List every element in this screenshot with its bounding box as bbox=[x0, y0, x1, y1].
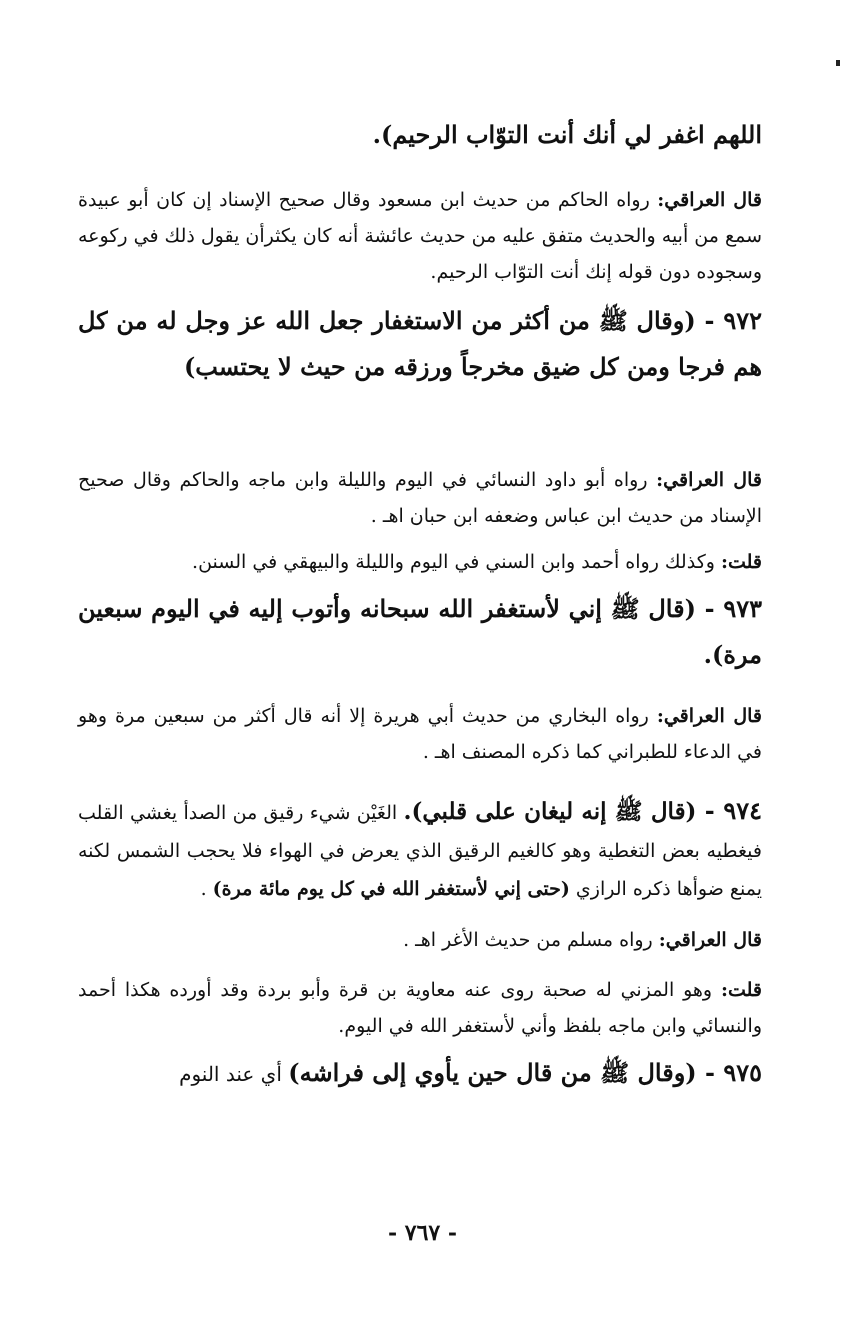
hadith-tail: أي عند النوم bbox=[179, 1062, 289, 1086]
hadith-number: ٩٧٢ - bbox=[704, 306, 762, 335]
corner-mark bbox=[836, 60, 840, 66]
commentary-label: قلت: bbox=[720, 551, 762, 573]
page-number: - ٧٦٧ - bbox=[387, 1220, 458, 1246]
commentary-text: رواه مسلم من حديث الأغر اهـ . bbox=[403, 929, 659, 951]
hadith-text: (قال ﷺ إني لأستغفر الله سبحانه وأتوب إليه في اليوم سبعين مرة). bbox=[78, 594, 762, 669]
page-body bbox=[78, 112, 762, 1097]
hadith-tail: . bbox=[200, 878, 213, 900]
hadith-973 bbox=[78, 586, 762, 678]
commentary-text: وهو المزني له صحبة روى عنه معاوية بن قرة وأبو بردة وقد أورده هكذا أحمد والنسائي وابن ماجه بلفظ وأني لأستغفر الله في اليوم. bbox=[78, 979, 762, 1037]
commentary-text: رواه الحاكم من حديث ابن مسعود وقال صحيح الإسناد إن كان أبو عبيدة سمع من أبيه والحديث متفق عليه من حديث عائشة أنه كان يكثرأن يقول ذلك في ركوعه وسجوده دون قوله إنك أنت التوّاب الرحيم. bbox=[78, 189, 762, 283]
commentary-qultu-974 bbox=[78, 972, 762, 1044]
hadith-972 bbox=[78, 298, 762, 390]
commentary-text: رواه البخاري من حديث أبي هريرة إلا أنه قال أكثر من سبعين مرة وهو في الدعاء للطبراني كما ذكره المصنف اهـ . bbox=[78, 705, 762, 763]
hadith-text: (قال ﷺ إنه ليغان على قلبي). bbox=[403, 798, 705, 825]
hadith-continuation bbox=[78, 112, 762, 158]
commentary-iraqi-974 bbox=[78, 922, 762, 958]
hadith-text-end: (حتى إني لأستغفر الله في كل يوم مائة مرة) bbox=[212, 878, 570, 900]
commentary-qultu-972 bbox=[78, 544, 762, 580]
commentary-text: رواه أبو داود النسائي في اليوم والليلة وابن ماجه والحاكم وقال صحيح الإسناد من حديث ابن عباس وضعفه ابن حبان اهـ . bbox=[78, 469, 762, 527]
commentary-label: قلت: bbox=[720, 979, 762, 1001]
hadith-number: ٩٧٥ - bbox=[705, 1058, 762, 1087]
hadith-text: اللهم اغفر لي أنك أنت التوّاب الرحيم). bbox=[372, 120, 762, 149]
commentary-label: قال العراقي: bbox=[657, 189, 762, 211]
hadith-975 bbox=[78, 1050, 762, 1097]
commentary-iraqi-973 bbox=[78, 698, 762, 770]
hadith-974 bbox=[78, 792, 762, 908]
commentary-label: قال العراقي: bbox=[656, 705, 762, 727]
hadith-number: ٩٧٤ - bbox=[704, 796, 762, 825]
commentary-iraqi-971 bbox=[78, 182, 762, 290]
hadith-explanation: الغَيْن شيء رقيق من الصدأ يغشي القلب فيغطيه بعض التغطية وهو كالغيم الرقيق الذي يعرض في الهواء فلا يحجب الشمس لكنه يمنع ضوأها ذكره الرازي bbox=[78, 802, 762, 900]
commentary-label: قال العراقي: bbox=[656, 469, 762, 491]
hadith-text: (وقال ﷺ من أكثر من الاستغفار جعل الله عز وجل له من كل هم فرجا ومن كل ضيق مخرجاً ورزقه من حيث لا يحتسب) bbox=[78, 306, 762, 381]
commentary-iraqi-972 bbox=[78, 462, 762, 534]
commentary-text: وكذلك رواه أحمد وابن السني في اليوم والليلة والبيهقي في السنن. bbox=[192, 551, 721, 573]
hadith-number: ٩٧٣ - bbox=[704, 594, 762, 623]
commentary-label: قال العراقي: bbox=[658, 929, 762, 951]
hadith-text: (وقال ﷺ من قال حين يأوي إلى فراشه) bbox=[288, 1058, 705, 1087]
